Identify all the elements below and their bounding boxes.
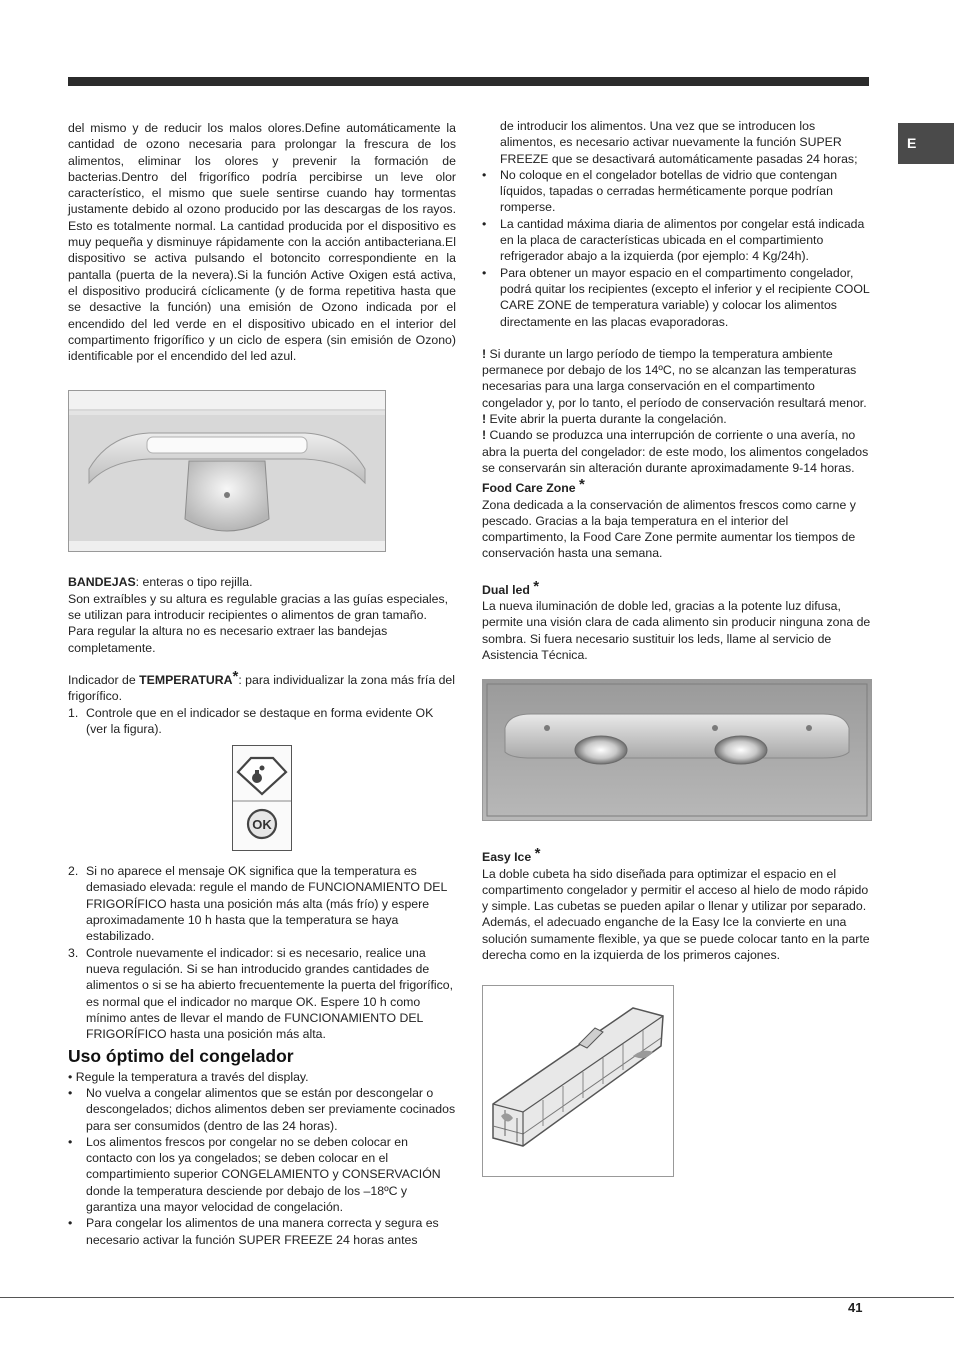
temperature-indicator-figure xyxy=(232,745,292,851)
temperatura-pre: Indicador de xyxy=(68,672,140,687)
step-1 xyxy=(68,705,456,738)
step-1-num: 1. xyxy=(68,705,79,720)
right-bullet-2: • La cantidad máxima diaria de alimentos por congelar está indicada en la placa de características ubicada en el compartimiento refrigerador abajo a la izquierda (por ejemplo: 4 Kg/24h). xyxy=(482,216,865,264)
left-bullet-3: • Para congelar los alimentos de una manera correcta y segura es necesario activar la función SUPER FREEZE 24 horas antes xyxy=(68,1216,439,1247)
ozone-device-illustration xyxy=(69,391,385,551)
step-1-text: Controle que en el indicador se destaque en forma evidente OK (ver la figura). xyxy=(86,705,434,736)
left-bullet-1: • No vuelva a congelar alimentos que se están por descongelar o descongelados; dichos alimentos deben ser previamente cocinados para ser consumidos (dentro de las 24 horas). xyxy=(68,1085,456,1133)
bandejas-paragraph xyxy=(68,574,456,590)
warning-1: ! Si durante un largo período de tiempo la temperatura ambiente permanece por debajo de los 14ºC, no se alcanzan las temperaturas necesarias para una larga conservación en el compartimento congelador y, por lo tanto, el período de conservación resultará menor. xyxy=(482,346,867,410)
right-column xyxy=(482,118,872,1177)
display-line: • Regule la temperatura a través del display. xyxy=(68,1069,309,1084)
step-3 xyxy=(68,945,456,1043)
temperatura-label: TEMPERATURA xyxy=(139,672,233,687)
food-care-zone-text: Zona dedicada a la conservación de alimentos frescos como carne y pescado. Gracias a la baja temperatura en el interior del compartimento, la Food Care Zone permite aumentar los tiempos de conservación hasta una semana. xyxy=(482,497,856,561)
dual-led-illustration xyxy=(483,680,871,820)
left-column xyxy=(68,120,456,1248)
dual-led-figure xyxy=(482,679,872,821)
step-2 xyxy=(68,863,456,944)
step-2-num: 2. xyxy=(68,864,79,879)
bandejas-rest: : enteras o tipo rejilla. xyxy=(135,575,253,590)
temperatura-rest: : para individualizar la zona más fría del frigorífico. xyxy=(68,672,456,704)
language-tab: E xyxy=(898,123,954,164)
easy-ice-figure xyxy=(482,985,674,1177)
ice-tray-illustration xyxy=(483,986,673,1176)
page-number: 41 xyxy=(848,1300,863,1315)
right-bullet-3: • Para obtener un mayor espacio en el compartimento congelador, podrá quitar los recipientes (excepto el inferior y el recipiente COOL CARE ZONE de temperatura variable) y colocar los alimentos directamente en las placas evaporadoras. xyxy=(482,265,870,329)
temperature-indicator-illustration xyxy=(233,746,291,850)
warning-2: ! Evite abrir la puerta durante la congelación. xyxy=(482,412,727,427)
bandejas-text: Son extraíbles y su altura es regulable gracias a las guías especiales, se utilizan para introducir recipientes o alimentos de gran tamaño. Para regular la altura no es necesario extraer las bandejas completamente. xyxy=(68,591,449,655)
easy-ice-text-2: Además, el adecuado enganche de la Easy Ice la convierte en una solución sumamente flexible, ya que se puede colocar tanto en la parte derecha como en la izquierda de los primeros cajones. xyxy=(482,915,870,962)
step-3-num: 3. xyxy=(68,945,79,960)
step-2-text: Si no aparece el mensaje OK significa que la temperatura es demasiado elevada: regule el mando de FUNCIONAMIENTO DEL FRIGORÍFICO hasta una posición más alta (más frío) y espere aproximadamente 10 h hasta que la temperatura se haya estabilizado. xyxy=(86,864,447,944)
bandejas-label: BANDEJAS xyxy=(68,575,136,590)
dual-led-title: Dual led * xyxy=(482,577,540,597)
food-care-zone-title: Food Care Zone * xyxy=(482,476,585,496)
header-rule xyxy=(68,77,869,86)
step-3-text: Controle nuevamente el indicador: si es necesario, realice una nueva regulación. Si se han introducido grandes cantidades de alimentos o si se ha abierto frecuentemente la puerta del frigorífico, es normal que el indicador no marque OK. Espere 10 h como mínimo antes de llevar el mando de FUNCIONAMIENTO DEL FRIGORÍFICO hasta una posición más alta. xyxy=(86,945,454,1042)
ozone-device-figure xyxy=(68,390,386,552)
left-bullet-2: • Los alimentos frescos por congelar no se deben colocar en contacto con los ya congelados; se deben colocar en el compartimiento superior CONGELAMIENTO y CONSERVACIÓN donde la temperatura desciende por debajo de los –18ºC y garantiza una mayor velocidad de congelación. xyxy=(68,1134,441,1215)
temperatura-star: * xyxy=(232,667,239,685)
easy-ice-title: Easy Ice * xyxy=(482,845,541,865)
section-title: Uso óptimo del congelador xyxy=(68,1046,294,1067)
dual-led-text: La nueva iluminación de doble led, gracias a la potente luz difusa, permite una visión clara de cada alimento sin producir ninguna zona de sombra. Si fuera necesario sustituir los leds, llame al servicio de Asistencia Técnica. xyxy=(482,599,871,662)
active-oxygen-text: del mismo y de reducir los malos olores.Define automáticamente la cantidad de ozono necesaria para prolongar la frescura de los alimentos, eliminar los olores y prevenir la formación de bacterias.Dentro del frigorífico podría percibirse un leve olor característico, el mismo que suele sentirse cuando hay tormentas justamente debido al ozono producido por las descargas de los rayos. Esto es totalmente normal. La cantidad producida por el dispositivo es muy pequeña y disminuye rápidamente con la acción antibacteriana.El dispositivo se activa pulsando el botoncito correspondiente en la pantalla (puerta de la nevera).Si la función Active Oxigen está activa, el dispositivo producirá cíclicamente (y de forma repetitiva hasta que se desactive la función) una emisión de Ozono indicada por el encendido del led verde en el dispositivo ubicado en el interior del compartimento frigorífico y un ciclo de espera (sin emisión de Ozono) identificable por el encendido del led azul. xyxy=(68,121,456,364)
indicator-ok-text: OK xyxy=(252,817,272,833)
super-freeze-continued: de introducir los alimentos. Una vez que se introducen los alimentos, es necesario activar nuevamente la función SUPER FREEZE que se desactivará automáticamente pasadas 24 horas; xyxy=(500,119,858,166)
easy-ice-text-1: La doble cubeta ha sido diseñada para optimizar el espacio en el compartimento congelador y permitir el acceso al hielo de modo rápido y simple. Las cubetas se pueden apilar o llenar y utilizar por separado. xyxy=(482,866,869,914)
right-bullet-1: • No coloque en el congelador botellas de vidrio que contengan líquidos, tapadas o cerradas herméticamente porque podrían romperse. xyxy=(482,167,838,215)
temperatura-paragraph xyxy=(68,667,456,705)
footer-rule xyxy=(0,1297,954,1298)
warning-3: ! Cuando se produzca una interrupción de corriente o una avería, no abra la puerta del congelador: de este modo, los alimentos congelados se conservarán sin alteración durante aproximadamente 9-14 horas. xyxy=(482,428,869,475)
